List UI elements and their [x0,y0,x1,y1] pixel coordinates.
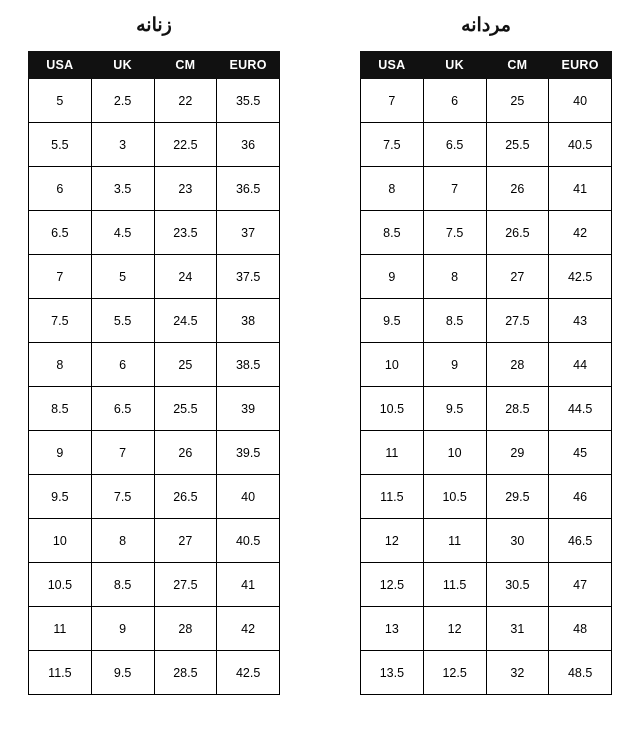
table-row [29,255,280,299]
cell-cm: 30.5 [486,563,549,607]
cell-euro: 44.5 [549,387,612,431]
cell-cm: 23.5 [154,211,217,255]
table-row [361,519,612,563]
page-title-mens: مردانه [461,15,511,36]
cell-uk: 6 [91,343,154,387]
cell-cm: 27 [486,255,549,299]
cell-uk: 7.5 [91,475,154,519]
cell-euro: 40 [549,79,612,123]
cell-uk: 7.5 [423,211,486,255]
cell-euro: 36 [217,123,280,167]
cell-cm: 26 [486,167,549,211]
cell-usa: 7 [29,255,92,299]
table-row [361,211,612,255]
column-header-usa: USA [29,52,92,79]
table-row [29,79,280,123]
cell-euro: 45 [549,431,612,475]
cell-euro: 48 [549,607,612,651]
cell-cm: 25 [486,79,549,123]
cell-usa: 9 [361,255,424,299]
cell-uk: 5 [91,255,154,299]
cell-uk: 5.5 [91,299,154,343]
cell-euro: 38 [217,299,280,343]
cell-usa: 10.5 [361,387,424,431]
cell-cm: 26.5 [154,475,217,519]
column-header-cm: CM [486,52,549,79]
cell-cm: 28 [486,343,549,387]
cell-uk: 10 [423,431,486,475]
size-table-womens [28,51,280,695]
cell-cm: 27.5 [486,299,549,343]
table-row [361,79,612,123]
cell-uk: 6.5 [423,123,486,167]
cell-cm: 28.5 [486,387,549,431]
cell-cm: 31 [486,607,549,651]
cell-usa: 7.5 [361,123,424,167]
cell-usa: 9 [29,431,92,475]
cell-uk: 8 [423,255,486,299]
column-header-usa: USA [361,52,424,79]
cell-usa: 12 [361,519,424,563]
table-row [361,299,612,343]
cell-euro: 48.5 [549,651,612,695]
table-row [361,167,612,211]
cell-usa: 7 [361,79,424,123]
table-row [29,563,280,607]
cell-uk: 3 [91,123,154,167]
cell-usa: 10 [361,343,424,387]
table-row [29,123,280,167]
cell-usa: 8.5 [361,211,424,255]
table-row [361,387,612,431]
table-row [361,343,612,387]
cell-uk: 9.5 [91,651,154,695]
cell-euro: 38.5 [217,343,280,387]
table-row [29,519,280,563]
table-row [29,343,280,387]
cell-usa: 8 [29,343,92,387]
cell-usa: 8 [361,167,424,211]
table-row [29,651,280,695]
cell-cm: 30 [486,519,549,563]
cell-usa: 11.5 [29,651,92,695]
cell-usa: 11 [361,431,424,475]
cell-usa: 5.5 [29,123,92,167]
cell-euro: 41 [217,563,280,607]
cell-uk: 8 [91,519,154,563]
table-row [29,431,280,475]
cell-euro: 40.5 [217,519,280,563]
cell-cm: 32 [486,651,549,695]
cell-euro: 46.5 [549,519,612,563]
cell-euro: 46 [549,475,612,519]
size-table-block-womens [20,14,288,750]
table-row [29,387,280,431]
cell-uk: 2.5 [91,79,154,123]
cell-euro: 42.5 [217,651,280,695]
cell-euro: 43 [549,299,612,343]
cell-uk: 11.5 [423,563,486,607]
cell-usa: 5 [29,79,92,123]
cell-cm: 28 [154,607,217,651]
cell-usa: 12.5 [361,563,424,607]
cell-usa: 10 [29,519,92,563]
table-row [361,431,612,475]
cell-uk: 9.5 [423,387,486,431]
cell-cm: 26 [154,431,217,475]
cell-uk: 11 [423,519,486,563]
cell-cm: 24.5 [154,299,217,343]
cell-uk: 6.5 [91,387,154,431]
cell-cm: 27.5 [154,563,217,607]
cell-usa: 13 [361,607,424,651]
cell-uk: 12.5 [423,651,486,695]
cell-uk: 3.5 [91,167,154,211]
table-row [361,607,612,651]
cell-cm: 28.5 [154,651,217,695]
table-row [361,563,612,607]
cell-euro: 37 [217,211,280,255]
table-row [361,651,612,695]
cell-euro: 47 [549,563,612,607]
column-header-uk: UK [423,52,486,79]
cell-usa: 8.5 [29,387,92,431]
table-row [29,211,280,255]
page-title-womens: زنانه [136,15,172,36]
cell-euro: 36.5 [217,167,280,211]
cell-cm: 25.5 [486,123,549,167]
cell-cm: 22.5 [154,123,217,167]
cell-cm: 23 [154,167,217,211]
cell-euro: 37.5 [217,255,280,299]
table-row [29,607,280,651]
column-header-cm: CM [154,52,217,79]
column-header-uk: UK [91,52,154,79]
cell-usa: 9.5 [361,299,424,343]
cell-cm: 25 [154,343,217,387]
table-row [29,167,280,211]
cell-usa: 11 [29,607,92,651]
cell-uk: 9 [423,343,486,387]
cell-euro: 35.5 [217,79,280,123]
cell-cm: 29 [486,431,549,475]
cell-euro: 39.5 [217,431,280,475]
table-row [361,255,612,299]
cell-euro: 42 [217,607,280,651]
cell-uk: 7 [91,431,154,475]
column-header-euro: EURO [217,52,280,79]
cell-cm: 29.5 [486,475,549,519]
table-row [361,475,612,519]
cell-cm: 22 [154,79,217,123]
table-header-row [29,52,280,79]
cell-usa: 9.5 [29,475,92,519]
cell-cm: 24 [154,255,217,299]
cell-euro: 41 [549,167,612,211]
cell-usa: 7.5 [29,299,92,343]
cell-euro: 40 [217,475,280,519]
cell-uk: 8.5 [91,563,154,607]
size-table-mens [360,51,612,695]
cell-euro: 44 [549,343,612,387]
table-row [29,299,280,343]
cell-uk: 9 [91,607,154,651]
cell-uk: 12 [423,607,486,651]
cell-usa: 6 [29,167,92,211]
cell-uk: 10.5 [423,475,486,519]
column-header-euro: EURO [549,52,612,79]
cell-euro: 39 [217,387,280,431]
cell-usa: 6.5 [29,211,92,255]
table-header-row [361,52,612,79]
cell-cm: 26.5 [486,211,549,255]
cell-usa: 13.5 [361,651,424,695]
cell-uk: 6 [423,79,486,123]
size-table-block-mens [352,14,620,750]
cell-euro: 40.5 [549,123,612,167]
table-row [29,475,280,519]
cell-euro: 42 [549,211,612,255]
cell-uk: 7 [423,167,486,211]
cell-euro: 42.5 [549,255,612,299]
cell-cm: 27 [154,519,217,563]
cell-uk: 8.5 [423,299,486,343]
cell-uk: 4.5 [91,211,154,255]
cell-usa: 11.5 [361,475,424,519]
cell-cm: 25.5 [154,387,217,431]
table-row [361,123,612,167]
cell-usa: 10.5 [29,563,92,607]
